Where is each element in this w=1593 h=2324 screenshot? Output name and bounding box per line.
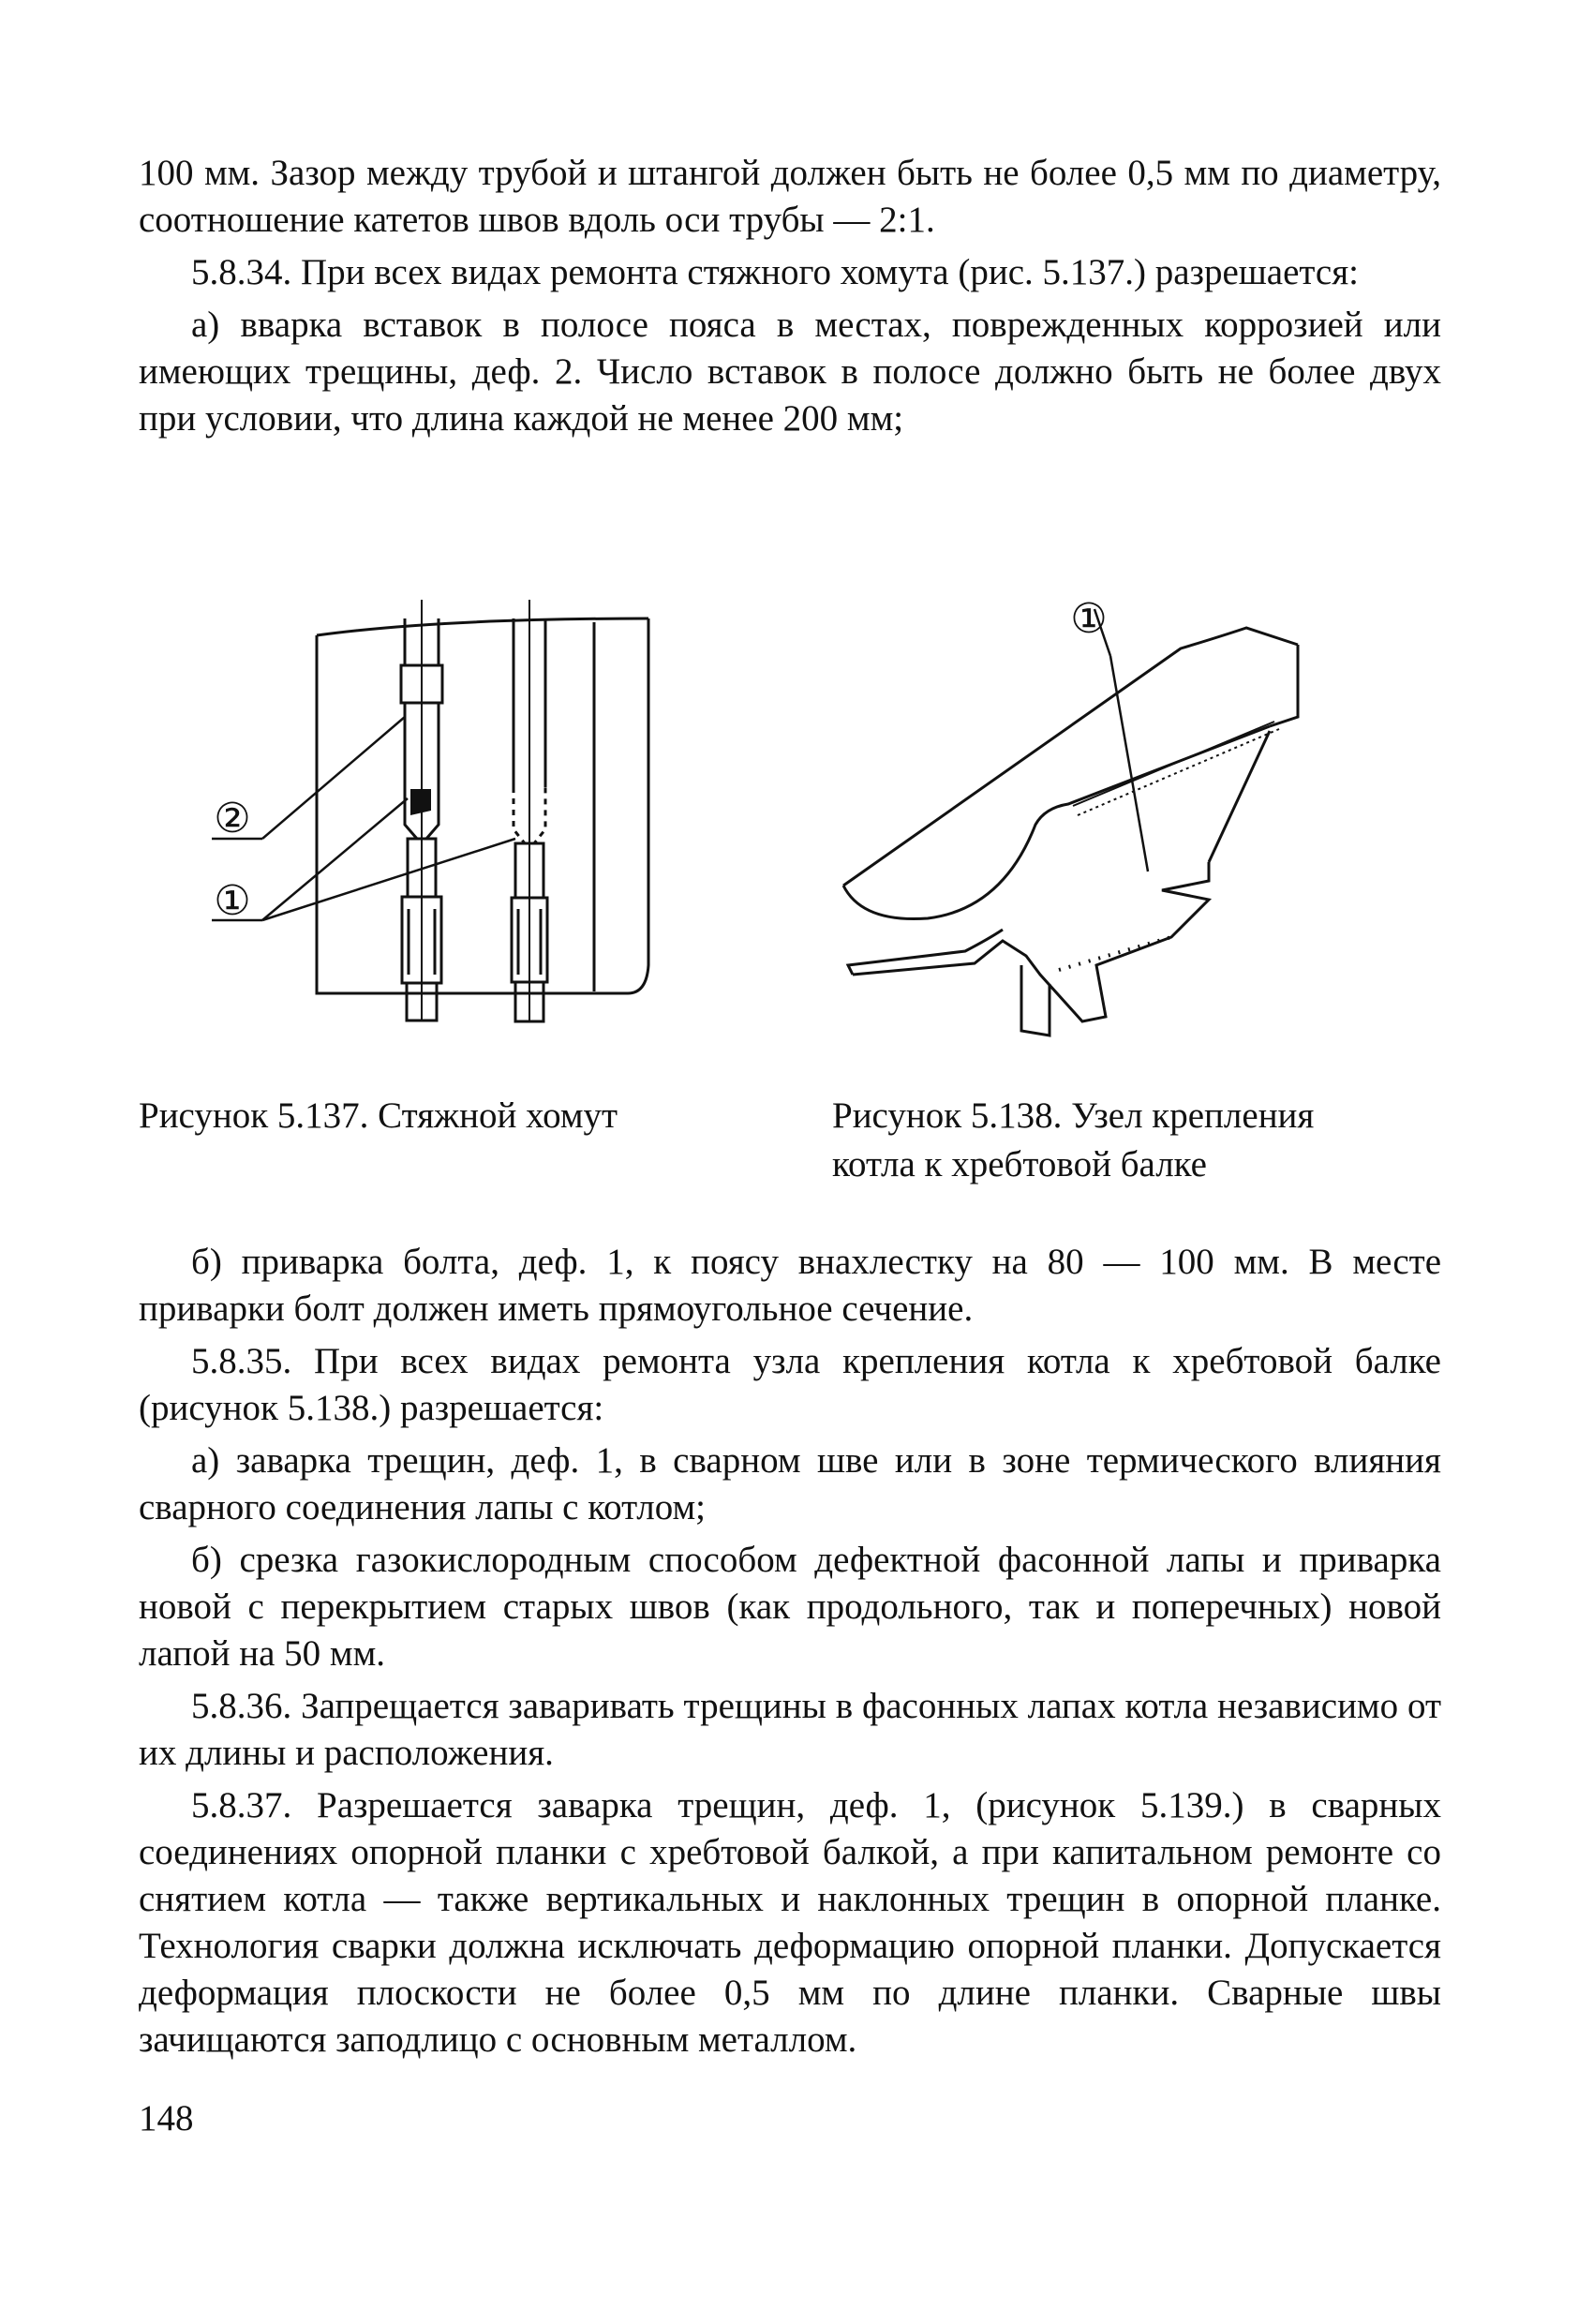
figure-5-138-attachment — [825, 590, 1331, 1050]
callout-1: ① — [214, 878, 251, 924]
caption-5-137: Рисунок 5.137. Стяжной хомут — [139, 1095, 618, 1136]
paragraph-5-8-37: 5.8.37. Разрешается заварка трещин, деф. 1, (рисунок 5.139.) в сварных соединениях опорной планки с хребтовой балкой, а при капитальном ремонте со снятием котла — также вертикальных и наклонных трещин в опорной планке. Технология сварки должна исключать деформацию опорной планки. Допускается деформация плоскости не более 0,5 мм по длине планки. Сварные швы зачищаются заподлицо с основным металлом. — [139, 1785, 1441, 2060]
figure-5-137-clamp — [206, 581, 693, 1050]
callout-1-right: ① — [1070, 596, 1108, 642]
paragraph-5-8-35-b: б) срезка газокислородным способом дефектной фасонной лапы и приварка новой с перекрытием старых швов (как продольного, так и поперечных) новой лапой на 50 мм. — [139, 1540, 1441, 1674]
paragraph-5-8-35: 5.8.35. При всех видах ремонта узла крепления котла к хребтовой балке (рисунок 5.138.) разрешается: — [139, 1341, 1441, 1428]
paragraph-5-8-35-a: а) заварка трещин, деф. 1, в сварном шве или в зоне термического влияния сварного соединения лапы с котлом; — [139, 1440, 1441, 1527]
caption-5-138: Рисунок 5.138. Узел крепления котла к хребтовой балке — [832, 1095, 1315, 1184]
page-number: 148 — [139, 2098, 194, 2138]
callout-2: ② — [214, 796, 251, 842]
paragraph-continuation: 100 мм. Зазор между трубой и штангой должен быть не более 0,5 мм по диаметру, соотношение катетов швов вдоль оси трубы — 2:1. — [139, 153, 1441, 240]
text-bottom — [139, 1239, 1441, 2063]
text-top — [139, 150, 1441, 442]
paragraph-5-8-36: 5.8.36. Запрещается заваривать трещины в фасонных лапах котла независимо от их длины и расположения. — [139, 1686, 1441, 1773]
paragraph-item-a: а) вварка вставок в полосе пояса в местах, поврежденных коррозией или имеющих трещины, деф. 2. Число вставок в полосе должно быть не более двух при условии, что длина каждой не менее 200 мм; — [139, 305, 1441, 439]
paragraph-5-8-34: 5.8.34. При всех видах ремонта стяжного хомута (рис. 5.137.) разрешается: — [191, 252, 1360, 292]
paragraph-item-b: б) приварка болта, деф. 1, к поясу внахлестку на 80 — 100 мм. В месте приварки болт должен иметь прямоугольное сечение. — [139, 1242, 1441, 1329]
